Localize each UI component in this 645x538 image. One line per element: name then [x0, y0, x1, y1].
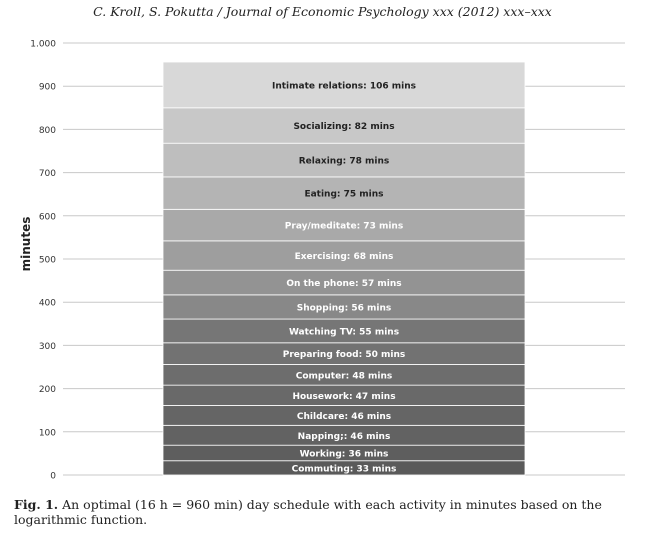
y-tick-label: 300 [38, 341, 56, 352]
segment-label: Eating: 75 mins [304, 189, 384, 200]
y-tick-label: 800 [38, 125, 56, 136]
y-tick-label: 400 [38, 298, 56, 309]
y-tick-label: 600 [38, 212, 56, 223]
y-tick-label: 0 [50, 471, 56, 482]
y-axis-tick-labels [30, 40, 56, 482]
y-tick-label: 900 [38, 82, 56, 93]
segment-label: Working: 36 mins [299, 449, 389, 460]
y-tick-label: 200 [38, 385, 56, 396]
segment-label: Housework: 47 mins [292, 391, 396, 402]
y-axis-label: minutes [19, 216, 33, 272]
y-tick-label: 100 [38, 428, 56, 439]
stacked-bar-chart [0, 30, 645, 495]
segment-label: Socializing: 82 mins [293, 122, 395, 133]
segment-label: Pray/meditate: 73 mins [284, 221, 404, 232]
caption-text: An optimal (16 h = 960 min) day schedule with each activity in minutes based on the logarithmic function. [14, 497, 602, 527]
y-tick-label: 700 [38, 169, 56, 180]
segment-label: Commuting: 33 mins [291, 464, 397, 475]
segment-label: Napping;: 46 mins [297, 431, 391, 442]
segment-label: Relaxing: 78 mins [298, 156, 390, 167]
segment-label: Exercising: 68 mins [294, 252, 394, 263]
y-tick-label: 1.000 [30, 39, 56, 50]
segment-label: Computer: 48 mins [295, 371, 393, 382]
segment-label: Intimate relations: 106 mins [271, 81, 417, 92]
caption-label: Fig. 1. [14, 497, 59, 512]
segment-label: On the phone: 57 mins [286, 279, 402, 290]
figure-caption [14, 497, 639, 527]
segment-label: Preparing food: 50 mins [282, 350, 406, 361]
running-header: C. Kroll, S. Pokutta / Journal of Economic Psychology xxx (2012) xxx–xxx [93, 4, 552, 19]
segment-label: Shopping: 56 mins [296, 303, 392, 314]
y-tick-label: 500 [38, 255, 56, 266]
segment-label: Watching TV: 55 mins [288, 327, 400, 338]
segment-label: Childcare: 46 mins [296, 411, 392, 422]
